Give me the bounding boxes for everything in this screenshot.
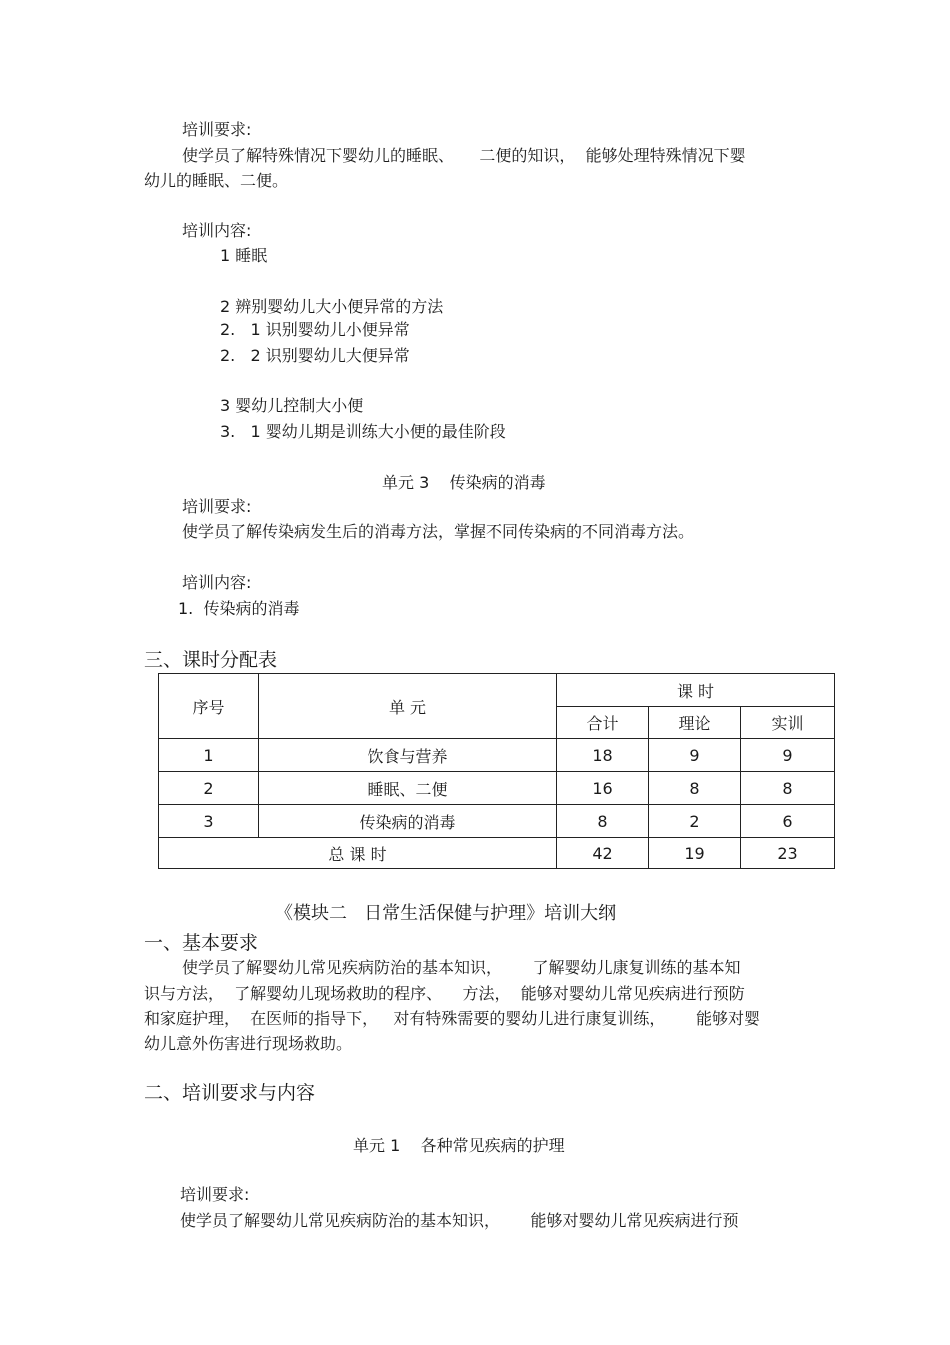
- content-item: 2. 2 识别婴幼儿大便异常: [220, 346, 410, 365]
- table-total-row: [159, 838, 835, 869]
- cell-sum-label: 总 课 时: [159, 838, 557, 869]
- table-row: [159, 772, 835, 805]
- basic-requirements-line: 幼儿意外伤害进行现场救助。: [144, 1034, 353, 1053]
- content-item: 2 辨别婴幼儿大小便异常的方法: [220, 297, 444, 316]
- header-practice: 实训: [741, 707, 835, 739]
- training-content-label: 培训内容:: [182, 221, 252, 240]
- cell-total: 8: [557, 805, 649, 838]
- cell-total: 16: [557, 772, 649, 805]
- requirements-text: 使学员了解传染病发生后的消毒方法，掌握不同传染病的不同消毒方法。: [182, 522, 695, 541]
- cell-practice: 8: [741, 772, 835, 805]
- basic-requirements-line: 和家庭护理， 在医师的指导下， 对有特殊需要的婴幼儿进行康复训练， 能够对婴: [144, 1009, 760, 1028]
- content-item: 1. 传染病的消毒: [178, 599, 300, 618]
- cell-unit: 传染病的消毒: [259, 805, 557, 838]
- header-unit: 单 元: [259, 674, 557, 739]
- cell-theory: 2: [649, 805, 741, 838]
- training-content-label: 培训内容:: [182, 573, 252, 592]
- cell-unit: 饮食与营养: [259, 739, 557, 772]
- cell-practice: 9: [741, 739, 835, 772]
- header-total: 合计: [557, 707, 649, 739]
- section-heading: 一、基本要求: [144, 932, 259, 954]
- cell-total: 18: [557, 739, 649, 772]
- basic-requirements-line: 使学员了解婴幼儿常见疾病防治的基本知识， 了解婴幼儿康复训练的基本知: [182, 958, 741, 977]
- training-requirements-label: 培训要求:: [182, 120, 252, 139]
- cell-no: 1: [159, 739, 259, 772]
- unit-title: 单元 1 各种常见疾病的护理: [353, 1136, 565, 1155]
- cell-sum-total: 42: [557, 838, 649, 869]
- table-row: [159, 739, 835, 772]
- cell-no: 3: [159, 805, 259, 838]
- cell-practice: 6: [741, 805, 835, 838]
- requirements-text-line: 幼儿的睡眠、二便。: [144, 171, 289, 190]
- section-heading: 二、培训要求与内容: [144, 1082, 316, 1104]
- content-item: 3 婴幼儿控制大小便: [220, 396, 364, 415]
- cell-theory: 8: [649, 772, 741, 805]
- content-item: 3. 1 婴幼儿期是训练大小便的最佳阶段: [220, 422, 506, 441]
- cell-theory: 9: [649, 739, 741, 772]
- header-hours: 课 时: [557, 674, 835, 707]
- header-serial-no: 序号: [159, 674, 259, 739]
- table-row: [159, 805, 835, 838]
- content-item: 2. 1 识别婴幼儿小便异常: [220, 320, 410, 339]
- module-title: 《模块二 日常生活保健与护理》培训大纲: [275, 903, 617, 924]
- cell-sum-practice: 23: [741, 838, 835, 869]
- basic-requirements-line: 识与方法， 了解婴幼儿现场救助的程序、 方法， 能够对婴幼儿常见疾病进行预防: [144, 984, 745, 1003]
- cell-no: 2: [159, 772, 259, 805]
- content-item: 1 睡眠: [220, 246, 268, 265]
- requirements-text: 使学员了解婴幼儿常见疾病防治的基本知识， 能够对婴幼儿常见疾病进行预: [180, 1211, 739, 1230]
- cell-sum-theory: 19: [649, 838, 741, 869]
- hours-allocation-table: [158, 673, 835, 869]
- training-requirements-label: 培训要求:: [180, 1185, 250, 1204]
- header-theory: 理论: [649, 707, 741, 739]
- unit-title: 单元 3 传染病的消毒: [382, 473, 546, 492]
- requirements-text-line: 使学员了解特殊情况下婴幼儿的睡眠、 二便的知识， 能够处理特殊情况下婴: [182, 146, 746, 165]
- cell-unit: 睡眠、二便: [259, 772, 557, 805]
- section-heading: 三、课时分配表: [144, 649, 278, 671]
- training-requirements-label: 培训要求:: [182, 497, 252, 516]
